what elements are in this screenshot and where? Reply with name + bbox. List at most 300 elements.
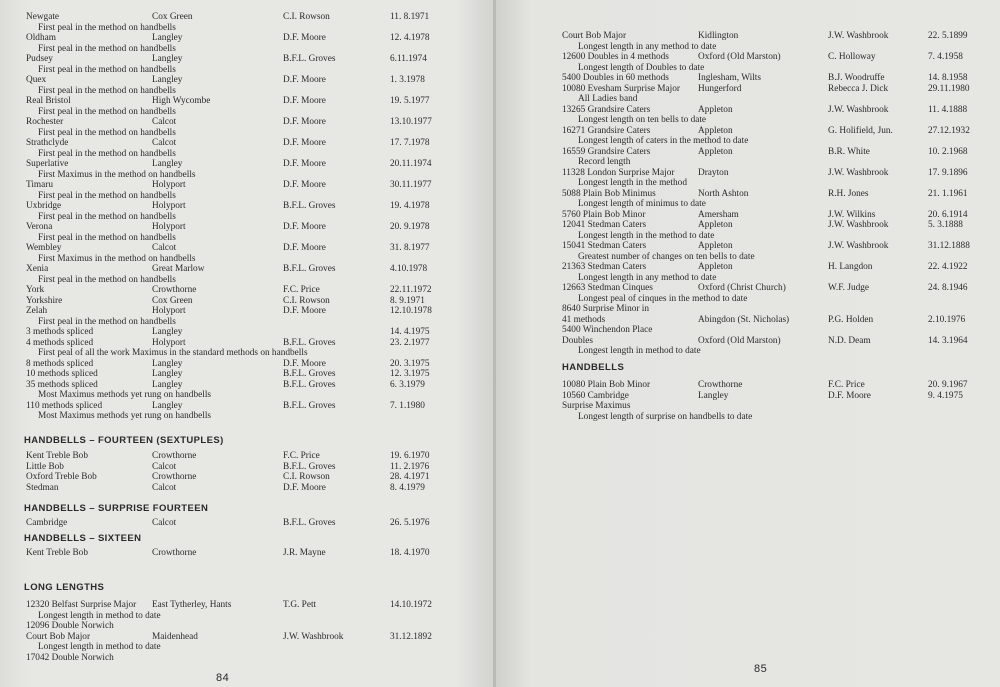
record-note (0, 611, 494, 622)
record-note (0, 642, 494, 653)
record-place: Appleton (698, 220, 733, 230)
record-note-text: 5400 Winchendon Place (562, 325, 653, 335)
record-note-text: 17042 Double Norwich (26, 652, 114, 663)
record-method: 10080 Evesham Surprise Major (562, 83, 680, 94)
record-conductor: J.W. Washbrook (828, 167, 889, 178)
record-method: Oldham (26, 33, 56, 43)
record-note (496, 94, 1000, 105)
record-method: Rochester (26, 117, 64, 127)
record-date: 5. 3.1888 (928, 220, 963, 230)
record-conductor: D.F. Moore (283, 117, 326, 127)
record-note (0, 390, 494, 401)
record-method: Oxford Treble Bob (26, 472, 97, 482)
record-method: 5400 Doubles in 60 methods (562, 73, 669, 83)
section-heading-surprise-fourteen: HANDBELLS – SURPRISE FOURTEEN (24, 503, 209, 514)
record-conductor: C. Holloway (828, 52, 876, 62)
record-date: 7. 4.1958 (928, 52, 963, 62)
record-conductor: B.F.L. Groves (283, 461, 336, 472)
record-method: Kent Treble Bob (26, 451, 88, 461)
record-place: Calcot (152, 482, 177, 493)
record-method: 10560 Cambridge (562, 390, 629, 401)
record-method: Real Bristol (26, 96, 71, 106)
record-place: Oxford (Christ Church) (698, 283, 786, 293)
record-note-text: First peal in the method on handbells (38, 43, 176, 54)
record-note-text: First peal in the method on handbells (38, 106, 176, 117)
record-place: Great Marlow (152, 264, 205, 274)
record-date: 9. 4.1975 (928, 390, 963, 401)
record-note (0, 86, 494, 97)
record-place: Inglesham, Wilts (698, 73, 761, 83)
record-row (496, 210, 1000, 221)
record-row (496, 126, 1000, 137)
record-conductor: B.J. Woodruffe (828, 73, 885, 83)
record-row (0, 285, 494, 296)
record-note (496, 304, 1000, 315)
record-method: Stedman (26, 482, 59, 493)
record-date: 11. 4.1888 (928, 104, 968, 115)
record-place: Kidlington (698, 31, 739, 41)
record-note (0, 621, 494, 632)
record-method: 12663 Stedman Cinques (562, 283, 653, 293)
record-conductor: D.F. Moore (283, 159, 326, 169)
record-method: Xenia (26, 264, 49, 274)
record-note (496, 63, 1000, 74)
record-row (496, 52, 1000, 63)
record-place: Calcot (152, 117, 177, 127)
record-conductor: J.W. Washbrook (828, 31, 889, 41)
record-row (0, 296, 494, 307)
record-date: 31.12.1888 (928, 241, 970, 251)
record-conductor: D.F. Moore (283, 96, 326, 106)
record-note-text: First peal in the method on handbells (38, 85, 176, 96)
record-note (0, 128, 494, 139)
record-note (496, 178, 1000, 189)
record-row (0, 632, 494, 643)
record-note (496, 136, 1000, 147)
record-conductor: D.F. Moore (283, 358, 326, 369)
record-method: 3 methods spliced (26, 327, 94, 337)
record-method: Court Bob Major (562, 31, 627, 41)
record-conductor: P.G. Holden (828, 314, 874, 325)
record-conductor: J.W. Washbrook (828, 241, 889, 251)
record-row (0, 600, 494, 611)
record-conductor: C.I. Rowson (283, 12, 330, 22)
record-note-text: Surprise Maximus (562, 401, 631, 411)
record-place: Appleton (698, 146, 733, 157)
record-note (0, 348, 494, 359)
record-method: Quex (26, 75, 47, 85)
record-place: Crowthorne (152, 548, 197, 558)
record-date: 29.11.1980 (928, 83, 970, 94)
record-place: Holyport (152, 222, 186, 232)
record-row (0, 12, 494, 23)
record-date: 17. 9.1896 (928, 167, 968, 178)
record-note-text: Longest length in method to date (38, 610, 161, 621)
record-row (496, 168, 1000, 179)
record-place: Langley (152, 159, 183, 169)
record-note-text: Greatest number of changes on ten bells to date (578, 251, 755, 262)
record-date: 23. 2.1977 (390, 337, 430, 348)
record-place: Amersham (698, 209, 739, 220)
record-conductor: J.R. Mayne (283, 548, 326, 558)
record-place: Appleton (698, 241, 733, 251)
record-row (0, 222, 494, 233)
record-method: 13265 Grandsire Caters (562, 104, 651, 115)
record-date: 27.12.1932 (928, 125, 970, 136)
record-row (496, 336, 1000, 347)
record-date: 31. 8.1977 (390, 243, 430, 253)
record-conductor: B.F.L. Groves (283, 400, 336, 411)
record-place: Holyport (152, 201, 186, 211)
record-note-text: 8640 Surprise Minor in (562, 304, 650, 314)
record-note (0, 107, 494, 118)
record-note-text: Longest length in the method to date (578, 230, 715, 241)
record-note-text: First Maximus in the method on handbells (38, 169, 196, 180)
record-place: Calcot (152, 243, 177, 253)
record-date: 4.10.1978 (390, 264, 428, 274)
record-note-text: First peal in the method on handbells (38, 22, 176, 33)
record-row (496, 73, 1000, 84)
record-conductor: J.W. Washbrook (828, 220, 889, 230)
record-conductor: D.F. Moore (283, 482, 326, 493)
record-place: Appleton (698, 104, 733, 115)
record-date: 12.10.1978 (390, 306, 432, 316)
record-note (496, 199, 1000, 210)
record-note (0, 275, 494, 286)
record-method: Zelah (26, 306, 48, 316)
record-method: Strathclyde (26, 138, 69, 148)
record-conductor: J.W. Washbrook (283, 631, 344, 642)
record-method: Verona (26, 222, 53, 232)
record-place: Appleton (698, 262, 733, 272)
record-conductor: T.G. Pett (283, 600, 317, 610)
record-note-text: First peal in the method on handbells (38, 232, 176, 243)
record-note (0, 23, 494, 34)
record-note (0, 233, 494, 244)
record-date: 14. 3.1964 (928, 335, 968, 346)
record-place: Langley (152, 358, 183, 369)
record-date: 26. 5.1976 (390, 518, 430, 528)
record-note (496, 325, 1000, 336)
section-heading-fourteen: HANDBELLS – FOURTEEN (SEXTUPLES) (24, 435, 224, 446)
record-row (496, 241, 1000, 252)
record-date: 22.11.1972 (390, 285, 432, 295)
record-date: 2.10.1976 (928, 314, 966, 325)
record-note (496, 412, 1000, 423)
record-place: Abingdon (St. Nicholas) (698, 314, 790, 325)
record-place: Maidenhead (152, 631, 198, 642)
record-method: Uxbridge (26, 201, 62, 211)
section-heading-long-lengths: LONG LENGTHS (24, 582, 105, 593)
record-note (496, 231, 1000, 242)
record-place: Langley (152, 54, 183, 64)
record-place: Cox Green (152, 295, 193, 306)
record-place: Cox Green (152, 12, 193, 22)
record-row (0, 369, 494, 380)
record-method: 16559 Grandsire Caters (562, 146, 651, 157)
record-conductor: D.F. Moore (283, 243, 326, 253)
record-conductor: F.C. Price (283, 451, 320, 461)
record-method: Little Bob (26, 461, 64, 472)
record-row (496, 84, 1000, 95)
record-method: York (26, 285, 45, 295)
record-note-text: First Maximus in the method on handbells (38, 253, 196, 264)
record-row (0, 338, 494, 349)
record-date: 30.11.1977 (390, 180, 432, 190)
record-row (496, 315, 1000, 326)
page-number-right: 85 (754, 663, 768, 675)
record-place: Crowthorne (152, 451, 197, 461)
record-row (496, 262, 1000, 273)
record-note-text: First peal in the method on handbells (38, 190, 176, 201)
record-date: 8. 9.1971 (390, 295, 425, 306)
record-note-text: Most Maximus methods yet rung on handbells (38, 411, 212, 421)
record-date: 10. 2.1968 (928, 146, 968, 157)
record-note (0, 317, 494, 328)
record-place: High Wycombe (152, 96, 211, 106)
record-note (0, 191, 494, 202)
record-date: 20.11.1974 (390, 159, 432, 169)
record-place: Calcot (152, 138, 177, 148)
record-method: 110 methods spliced (26, 400, 103, 411)
record-conductor: D.F. Moore (283, 180, 326, 190)
record-row (496, 147, 1000, 158)
record-place: East Tytherley, Hants (152, 600, 232, 610)
record-note-text: Longest length in any method to date (578, 41, 717, 52)
record-row (496, 220, 1000, 231)
record-method: Yorkshire (26, 295, 63, 306)
record-note-text: First peal of all the work Maximus in the standard methods on handbells (38, 348, 308, 358)
record-row (0, 518, 494, 529)
record-method: Pudsey (26, 54, 53, 64)
record-place: Langley (152, 327, 183, 337)
record-date: 14. 4.1975 (390, 327, 430, 337)
record-date: 12. 4.1978 (390, 33, 430, 43)
record-row (0, 180, 494, 191)
record-date: 14. 8.1958 (928, 73, 968, 83)
record-place: Hungerford (698, 83, 742, 94)
record-method: 21363 Stedman Caters (562, 262, 647, 272)
record-method: 5760 Plain Bob Minor (562, 209, 646, 220)
record-note-text: First peal in the method on handbells (38, 316, 176, 327)
record-note-text: Longest length in the method (578, 178, 687, 188)
record-method: 12600 Doubles in 4 methods (562, 52, 669, 62)
record-conductor: D.F. Moore (283, 138, 326, 148)
record-row (0, 327, 494, 338)
record-place: Crowthorne (698, 380, 743, 390)
record-place: Crowthorne (152, 285, 197, 295)
record-note (496, 157, 1000, 168)
record-note-text: Longest length of minimus to date (578, 199, 706, 209)
record-note (0, 411, 494, 422)
record-row (0, 472, 494, 483)
record-note (496, 401, 1000, 412)
record-conductor: Rebecca J. Dick (828, 83, 889, 94)
record-note (0, 254, 494, 265)
record-place: Drayton (698, 167, 729, 178)
record-method: Timaru (26, 180, 54, 190)
record-row (0, 483, 494, 494)
record-method: Court Bob Major (26, 631, 91, 642)
record-conductor: J.W. Washbrook (828, 104, 889, 115)
record-note (496, 42, 1000, 53)
record-method: 15041 Stedman Caters (562, 241, 647, 251)
record-date: 20. 9.1978 (390, 222, 430, 232)
record-date: 6. 3.1979 (390, 379, 425, 390)
record-conductor: B.F.L. Groves (283, 369, 336, 379)
section-heading-sixteen: HANDBELLS – SIXTEEN (24, 533, 142, 544)
record-method: Newgate (26, 12, 60, 22)
record-row (0, 54, 494, 65)
record-place: Langley (152, 400, 183, 411)
record-place: Langley (152, 75, 183, 85)
record-method: Doubles (562, 335, 593, 346)
section-heading-handbells: HANDBELLS (562, 362, 625, 373)
record-date: 7. 1.1980 (390, 400, 425, 411)
record-conductor: D.F. Moore (828, 390, 871, 401)
record-method: 12320 Belfast Surprise Major (26, 600, 137, 610)
record-method: 35 methods spliced (26, 379, 98, 390)
record-method: 4 methods spliced (26, 337, 94, 348)
record-conductor: B.R. White (828, 146, 870, 157)
record-date: 8. 4.1979 (390, 482, 425, 493)
record-note-text: First peal in the method on handbells (38, 127, 176, 138)
record-date: 22. 4.1922 (928, 262, 968, 272)
record-method: 11328 London Surprise Major (562, 167, 675, 178)
record-method: 5088 Plain Bob Minimus (562, 188, 656, 199)
record-note (496, 294, 1000, 305)
record-row (0, 548, 494, 559)
record-note (496, 115, 1000, 126)
record-conductor: H. Langdon (828, 262, 873, 272)
right-page (496, 0, 1000, 687)
record-method: 10 methods spliced (26, 369, 98, 379)
record-conductor: B.F.L. Groves (283, 379, 336, 390)
record-method: 41 methods (562, 314, 606, 325)
record-row (0, 401, 494, 412)
record-conductor: B.F.L. Groves (283, 518, 336, 528)
record-conductor: B.F.L. Groves (283, 54, 336, 64)
record-row (0, 117, 494, 128)
record-row (0, 462, 494, 473)
record-date: 24. 8.1946 (928, 283, 968, 293)
record-row (0, 159, 494, 170)
record-row (496, 283, 1000, 294)
record-date: 12. 3.1975 (390, 369, 430, 379)
record-note (496, 346, 1000, 357)
record-conductor: F.C. Price (828, 380, 865, 390)
record-date: 18. 4.1970 (390, 548, 430, 558)
record-conductor: D.F. Moore (283, 222, 326, 232)
record-conductor: W.F. Judge (828, 283, 870, 293)
record-date: 28. 4.1971 (390, 472, 430, 482)
record-date: 1. 3.1978 (390, 75, 425, 85)
record-row (0, 75, 494, 86)
record-note-text: Longest length on ten bells to date (578, 115, 707, 125)
record-place: Appleton (698, 125, 733, 136)
record-note-text: Longest length of surprise on handbells to date (578, 411, 753, 422)
record-place: Langley (698, 390, 729, 401)
record-note-text: Most Maximus methods yet rung on handbells (38, 390, 212, 400)
record-method: 10080 Plain Bob Minor (562, 380, 651, 390)
record-note-text: Longest peal of cinques in the method to date (578, 293, 748, 304)
record-date: 6.11.1974 (390, 54, 427, 64)
record-row (496, 105, 1000, 116)
record-row (496, 31, 1000, 42)
record-date: 19. 5.1977 (390, 96, 430, 106)
record-row (0, 138, 494, 149)
record-note (496, 252, 1000, 263)
record-date: 14.10.1972 (390, 600, 432, 610)
record-note-text: First peal in the method on handbells (38, 148, 176, 159)
record-date: 22. 5.1899 (928, 31, 968, 41)
record-conductor: D.F. Moore (283, 306, 326, 316)
record-date: 19. 4.1978 (390, 201, 430, 211)
record-conductor: N.D. Deam (828, 335, 871, 346)
record-place: Langley (152, 33, 183, 43)
record-note-text: First peal in the method on handbells (38, 211, 176, 222)
record-note (0, 653, 494, 664)
record-row (0, 451, 494, 462)
record-method: 16271 Grandsire Caters (562, 125, 651, 136)
record-date: 20. 9.1967 (928, 380, 968, 390)
record-note-text: Longest length of caters in the method to date (578, 136, 749, 146)
record-method: Kent Treble Bob (26, 548, 88, 558)
record-method: Cambridge (26, 518, 68, 528)
record-conductor: C.I. Rowson (283, 472, 330, 482)
record-note-text: Record length (578, 157, 631, 167)
record-row (0, 96, 494, 107)
record-conductor: B.F.L. Groves (283, 201, 336, 211)
record-note-text: First peal in the method on handbells (38, 274, 176, 285)
record-note-text: Longest length in method to date (578, 346, 701, 356)
record-note-text: Longest length in method to date (38, 642, 161, 652)
left-page (0, 0, 494, 687)
record-conductor: D.F. Moore (283, 75, 326, 85)
record-date: 13.10.1977 (390, 117, 432, 127)
record-note-text: 12096 Double Norwich (26, 621, 114, 631)
record-place: Crowthorne (152, 472, 197, 482)
record-date: 17. 7.1978 (390, 138, 430, 148)
record-date: 11. 8.1971 (390, 12, 430, 22)
record-row (0, 33, 494, 44)
record-date: 19. 6.1970 (390, 451, 430, 461)
page-number-left: 84 (216, 672, 230, 684)
record-note-text: Longest length in any method to date (578, 272, 717, 283)
record-date: 21. 1.1961 (928, 188, 968, 199)
record-place: Calcot (152, 461, 177, 472)
record-row (496, 391, 1000, 402)
record-note (0, 212, 494, 223)
record-row (0, 201, 494, 212)
record-note-text: All Ladies band (578, 94, 638, 104)
record-note (496, 273, 1000, 284)
record-place: Langley (152, 379, 183, 390)
record-note-text: First peal in the method on handbells (38, 64, 176, 75)
record-row (496, 189, 1000, 200)
record-date: 20. 3.1975 (390, 358, 430, 369)
record-date: 11. 2.1976 (390, 461, 430, 472)
record-method: Wembley (26, 243, 62, 253)
record-row (0, 243, 494, 254)
record-date: 31.12.1892 (390, 631, 432, 642)
record-note (0, 44, 494, 55)
record-method: 8 methods spliced (26, 358, 94, 369)
record-conductor: R.H. Jones (828, 188, 869, 199)
record-place: Oxford (Old Marston) (698, 52, 781, 62)
record-conductor: B.F.L. Groves (283, 337, 336, 348)
record-place: Holyport (152, 306, 186, 316)
